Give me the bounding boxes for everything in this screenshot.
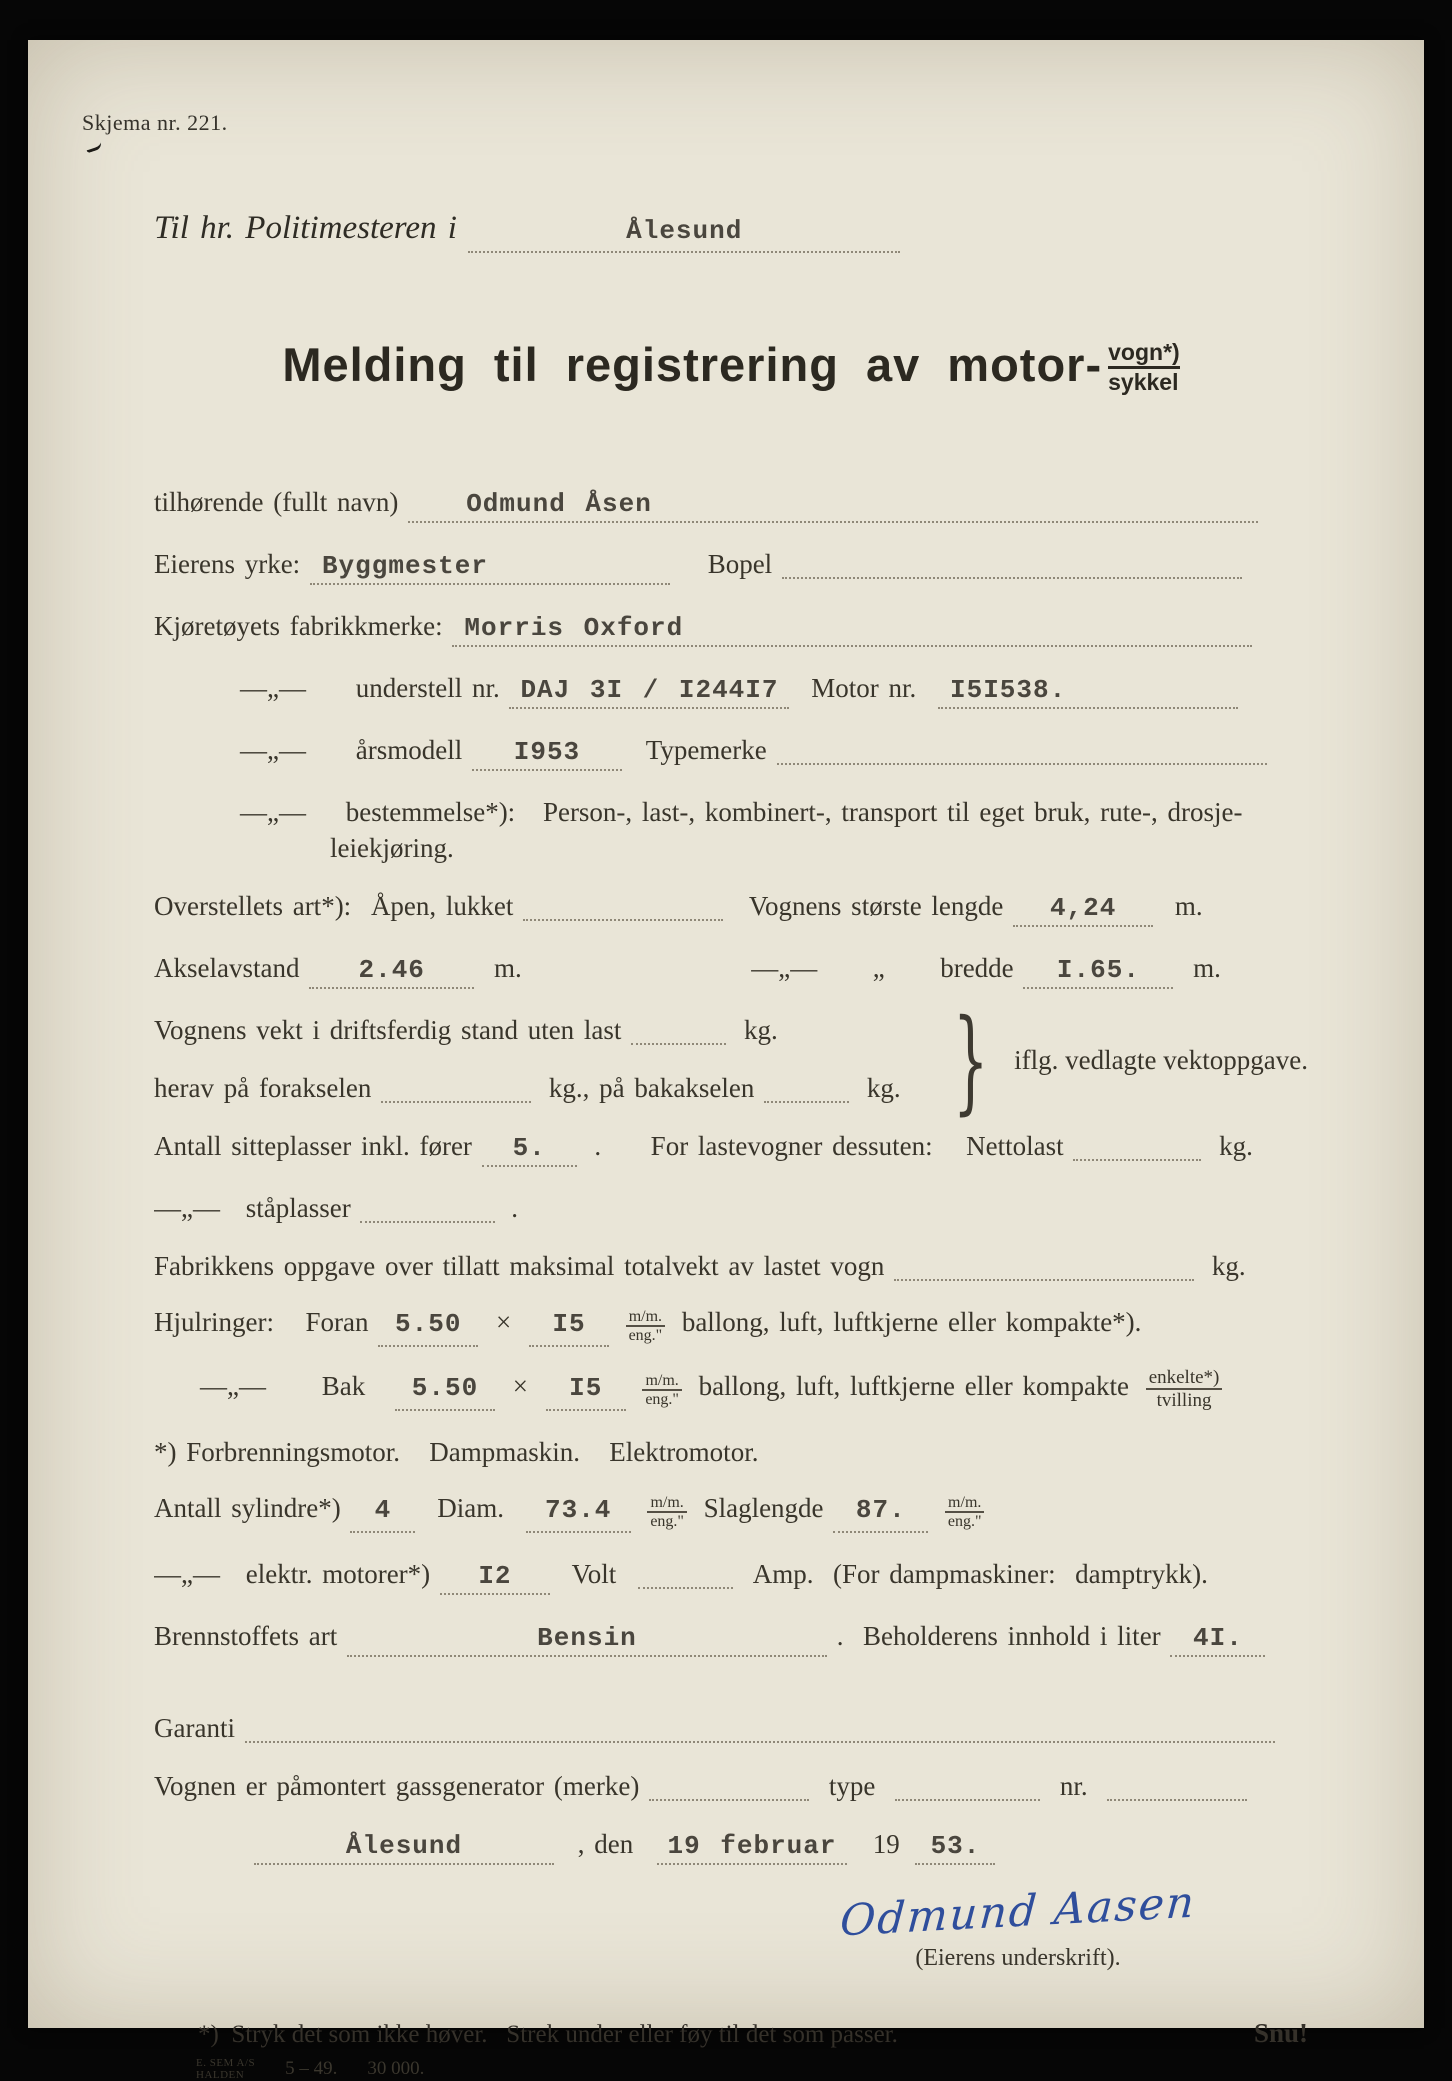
printer-imprint-row bbox=[154, 2057, 1308, 2081]
ditto-mark: —„— bbox=[240, 797, 306, 827]
cargo-label: For lastevogner dessuten: bbox=[650, 1131, 933, 1161]
make-line bbox=[452, 609, 1252, 647]
wheelbase-line bbox=[309, 951, 474, 989]
width-unit: m. bbox=[1193, 953, 1221, 983]
cylinders-label: Antall sylindre*) bbox=[154, 1493, 341, 1523]
motor-label: Motor nr. bbox=[811, 673, 917, 703]
form-content bbox=[28, 40, 1424, 2081]
seats-line bbox=[482, 1129, 577, 1167]
residence-label: Bopel bbox=[707, 549, 773, 579]
occupation-label: Eierens yrke: bbox=[154, 549, 301, 579]
length-value: 4,24 bbox=[1049, 893, 1117, 923]
tires-rear-label: Bak bbox=[321, 1371, 366, 1401]
fraction-top: vogn*) bbox=[1108, 339, 1180, 369]
year-suffix-value: 53. bbox=[930, 1831, 981, 1861]
garanti-line bbox=[245, 1741, 1275, 1743]
width-value: I.65. bbox=[1056, 955, 1140, 985]
payload-label: Nettolast bbox=[966, 1131, 1064, 1161]
chassis-value: DAJ 3I / I244I7 bbox=[520, 675, 779, 705]
weight-note bbox=[935, 995, 1308, 1126]
mm-bottom: eng." bbox=[650, 1513, 684, 1530]
year-prefix: 19 bbox=[872, 1829, 900, 1859]
purpose-text-line2: leiekjøring. bbox=[330, 833, 454, 863]
vogn-sykkel-fraction bbox=[1108, 339, 1180, 395]
motor-line bbox=[938, 671, 1238, 709]
wheelbase-value: 2.46 bbox=[358, 955, 425, 985]
standing-line bbox=[360, 1221, 495, 1223]
footnote-text: *) Stryk det som ikke høver. Strek under eller føy til det som passer. bbox=[198, 2021, 898, 2048]
chassis-line bbox=[509, 671, 789, 709]
gasgen-type-label: type bbox=[828, 1771, 876, 1801]
stack-bottom: tvilling bbox=[1156, 1390, 1212, 1411]
curb-weight-label: Vognens vekt i driftsferdig stand uten last bbox=[154, 1015, 622, 1045]
printer-code: 5 – 49. bbox=[285, 2058, 338, 2079]
make-row bbox=[154, 609, 1308, 647]
place-date-row bbox=[154, 1827, 1308, 1865]
occupation-value: Byggmester bbox=[321, 551, 488, 581]
ditto-mark: —„— bbox=[154, 1193, 220, 1223]
chassis-row bbox=[154, 671, 1308, 709]
date-line bbox=[657, 1827, 847, 1865]
fuel-row bbox=[154, 1619, 1308, 1657]
wheelbase-row bbox=[154, 951, 1308, 989]
front-axle-line bbox=[381, 1101, 531, 1103]
mm-top: m/m. bbox=[626, 1308, 665, 1327]
ditto-mark: —„— bbox=[240, 735, 306, 765]
width-line bbox=[1023, 951, 1173, 989]
tires-rear-row bbox=[154, 1365, 1308, 1411]
make-label: Kjøretøyets fabrikkmerke: bbox=[154, 611, 443, 641]
fuel-value: Bensin bbox=[537, 1623, 637, 1653]
motor-value: I5I538. bbox=[949, 675, 1067, 705]
mm-top: m/m. bbox=[642, 1372, 681, 1391]
den-label: , den bbox=[577, 1829, 634, 1859]
seats-row bbox=[154, 1129, 1308, 1167]
front-axle-label: herav på forakselen bbox=[154, 1073, 372, 1103]
mm-eng-fraction bbox=[626, 1308, 665, 1344]
body-type-row bbox=[154, 889, 1308, 927]
electric-label: elektr. motorer*) bbox=[245, 1559, 431, 1589]
tank-label: . Beholderens innhold i liter bbox=[836, 1621, 1161, 1651]
tires-rear-diameter-line bbox=[546, 1365, 626, 1411]
garanti-label: Garanti bbox=[154, 1713, 235, 1743]
mm-bottom: eng." bbox=[645, 1391, 679, 1408]
mm-top: m/m. bbox=[945, 1494, 984, 1513]
rear-axle-line bbox=[764, 1101, 849, 1103]
tires-front-row bbox=[154, 1301, 1308, 1347]
diameter-line bbox=[526, 1487, 631, 1533]
owner-value: Odmund Åsen bbox=[466, 489, 652, 519]
owner-label: tilhørende (fullt navn) bbox=[154, 487, 399, 517]
printer-name bbox=[196, 2057, 255, 2081]
tires-front-size-line bbox=[378, 1301, 478, 1347]
seats-value: 5. bbox=[512, 1133, 546, 1163]
mm-eng-fraction bbox=[647, 1494, 686, 1530]
tires-rear-size: 5.50 bbox=[411, 1373, 479, 1403]
diameter-label: Diam. bbox=[437, 1493, 504, 1523]
seats-label: Antall sitteplasser inkl. fører bbox=[154, 1131, 472, 1161]
curb-weight-unit: kg. bbox=[743, 1015, 778, 1045]
tank-line bbox=[1170, 1619, 1265, 1657]
residence-line bbox=[782, 577, 1242, 579]
ditto-mark: —„— bbox=[154, 1559, 220, 1589]
weight-note-text: iflg. vedlagte vektoppgave. bbox=[1014, 1045, 1308, 1076]
typemark-label: Typemerke bbox=[645, 735, 767, 765]
weight-section bbox=[154, 995, 1308, 1126]
length-unit: m. bbox=[1174, 891, 1203, 921]
amp-label: Amp. (For dampmaskiner: damptrykk). bbox=[752, 1559, 1208, 1589]
year-line bbox=[915, 1827, 995, 1865]
diameter-value: 73.4 bbox=[545, 1495, 612, 1525]
volt-label: Volt bbox=[571, 1559, 617, 1589]
occupation-row bbox=[154, 547, 1308, 585]
year-value: I953 bbox=[513, 737, 581, 767]
tires-front-diameter-line bbox=[529, 1301, 609, 1347]
curly-brace-glyph: } bbox=[952, 995, 989, 1126]
salutation-line bbox=[468, 208, 900, 253]
purpose-label: bestemmelse*): bbox=[345, 797, 516, 827]
tires-rear-size-line bbox=[395, 1365, 495, 1411]
engine-types-row bbox=[154, 1435, 1308, 1469]
engine-types-text: *) Forbrenningsmotor. Dampmaskin. Elektromotor. bbox=[154, 1437, 759, 1467]
payload-unit: kg. bbox=[1219, 1131, 1253, 1161]
tires-front-text: ballong, luft, luftkjerne eller kompakte*). bbox=[681, 1307, 1142, 1337]
tires-front-label: Foran bbox=[305, 1307, 369, 1337]
tires-front-size: 5.50 bbox=[395, 1309, 462, 1339]
volt-value: I2 bbox=[478, 1561, 512, 1591]
length-label: Vognens største lengde bbox=[748, 891, 1004, 921]
enkelte-tvilling-stack bbox=[1146, 1367, 1223, 1411]
owner-line bbox=[408, 485, 1258, 523]
owner-row bbox=[154, 485, 1308, 523]
form-title: Melding til registrering av motor- bbox=[282, 338, 1103, 391]
axle-unit: kg. bbox=[866, 1073, 901, 1103]
form-number: Skjema nr. 221. bbox=[82, 110, 228, 135]
fuel-label: Brennstoffets art bbox=[154, 1621, 338, 1651]
gasgen-nr-line bbox=[1107, 1799, 1247, 1801]
printer-quantity: 30 000. bbox=[367, 2058, 425, 2079]
year-line bbox=[472, 733, 622, 771]
gasgen-nr-label: nr. bbox=[1059, 1771, 1088, 1801]
gasgen-label: Vognen er påmontert gassgenerator (merke) bbox=[154, 1771, 640, 1801]
printer-name-line1: E. SEM A/S bbox=[196, 2057, 256, 2069]
tires-label: Hjulringer: bbox=[154, 1307, 274, 1337]
ditto-mark: —„— bbox=[751, 953, 818, 983]
date-value: 19 februar bbox=[667, 1831, 837, 1861]
wheelbase-label: Akselavstand bbox=[154, 953, 300, 983]
gasgen-merke-line bbox=[649, 1799, 809, 1801]
gasgen-type-line bbox=[895, 1799, 1040, 1801]
times-sign: × bbox=[512, 1371, 528, 1401]
stroke-label: Slaglengde bbox=[703, 1493, 824, 1523]
typemark-line bbox=[777, 763, 1267, 765]
tires-rear-diameter: I5 bbox=[569, 1373, 603, 1403]
standing-label: ståplasser bbox=[245, 1193, 351, 1223]
ditto-quote: „ bbox=[872, 953, 885, 983]
cylinders-line bbox=[350, 1487, 415, 1533]
form-title-row bbox=[154, 339, 1308, 395]
purpose-row-2 bbox=[154, 831, 1308, 865]
year-label: årsmodell bbox=[355, 735, 463, 765]
purpose-row bbox=[154, 795, 1308, 829]
place-value: Ålesund bbox=[345, 1831, 463, 1861]
electric-row bbox=[154, 1557, 1308, 1595]
amp-line bbox=[638, 1587, 733, 1589]
salutation-label: Til hr. Politimesteren i bbox=[154, 210, 457, 246]
payload-line bbox=[1073, 1159, 1201, 1161]
salutation-value: Ålesund bbox=[626, 216, 743, 246]
scanned-form-paper bbox=[28, 40, 1424, 2081]
tank-value: 4I. bbox=[1193, 1623, 1243, 1653]
mm-top: m/m. bbox=[647, 1494, 686, 1513]
mm-eng-fraction bbox=[945, 1494, 984, 1530]
year-row bbox=[154, 733, 1308, 771]
purpose-text-line1: Person-, last-, kombinert-, transport til eget bruk, rute-, drosje- bbox=[542, 797, 1243, 827]
max-weight-label: Fabrikkens oppgave over tillatt maksimal totalvekt av lastet vogn bbox=[154, 1251, 885, 1281]
max-weight-unit: kg. bbox=[1211, 1251, 1246, 1281]
fuel-line bbox=[347, 1619, 827, 1657]
mm-eng-fraction bbox=[642, 1372, 681, 1408]
occupation-line bbox=[310, 547, 670, 585]
cylinders-row bbox=[154, 1487, 1308, 1533]
width-label: bredde bbox=[940, 953, 1014, 983]
snu-label: Snu! bbox=[1253, 2018, 1308, 2048]
curb-weight-line bbox=[631, 1043, 726, 1045]
body-type-options: Åpen, lukket bbox=[370, 891, 514, 921]
wheelbase-unit: m. bbox=[493, 953, 522, 983]
stroke-line bbox=[833, 1487, 928, 1533]
chassis-label: understell nr. bbox=[355, 673, 500, 703]
signature-block bbox=[788, 1877, 1248, 1972]
volt-line bbox=[440, 1557, 550, 1595]
salutation-row bbox=[154, 208, 1308, 253]
seats-period: . bbox=[594, 1131, 602, 1161]
handwritten-signature: Odmund Aasen bbox=[838, 1877, 1198, 1947]
stroke-value: 87. bbox=[855, 1495, 906, 1525]
max-weight-row bbox=[154, 1249, 1308, 1283]
tires-rear-text: ballong, luft, luftkjerne eller kompakte bbox=[698, 1371, 1129, 1401]
mm-bottom: eng." bbox=[947, 1513, 982, 1530]
stack-top: enkelte*) bbox=[1146, 1367, 1223, 1390]
length-line bbox=[1013, 889, 1153, 927]
cylinders-value: 4 bbox=[374, 1495, 392, 1525]
ditto-mark: —„— bbox=[200, 1371, 266, 1401]
standing-period: . bbox=[511, 1193, 518, 1223]
body-type-label: Overstellets art*): bbox=[154, 891, 352, 921]
max-weight-line bbox=[894, 1279, 1194, 1281]
standing-row bbox=[154, 1191, 1308, 1225]
body-type-line bbox=[523, 919, 723, 921]
ditto-mark: —„— bbox=[240, 673, 306, 703]
tires-front-diameter: I5 bbox=[552, 1309, 586, 1339]
mm-bottom: eng." bbox=[628, 1327, 663, 1344]
gas-generator-row bbox=[154, 1769, 1308, 1803]
printer-name-line2: HALDEN bbox=[196, 2069, 245, 2081]
signature-caption: (Eierens underskrift). bbox=[915, 1945, 1121, 1971]
place-line bbox=[254, 1827, 554, 1865]
rear-axle-label: kg., på bakakselen bbox=[548, 1073, 755, 1103]
footnote-row bbox=[154, 2018, 1308, 2049]
make-value: Morris Oxford bbox=[464, 613, 684, 643]
fraction-bottom: sykkel bbox=[1108, 369, 1179, 395]
times-sign: × bbox=[495, 1307, 512, 1337]
garanti-row bbox=[154, 1711, 1308, 1745]
